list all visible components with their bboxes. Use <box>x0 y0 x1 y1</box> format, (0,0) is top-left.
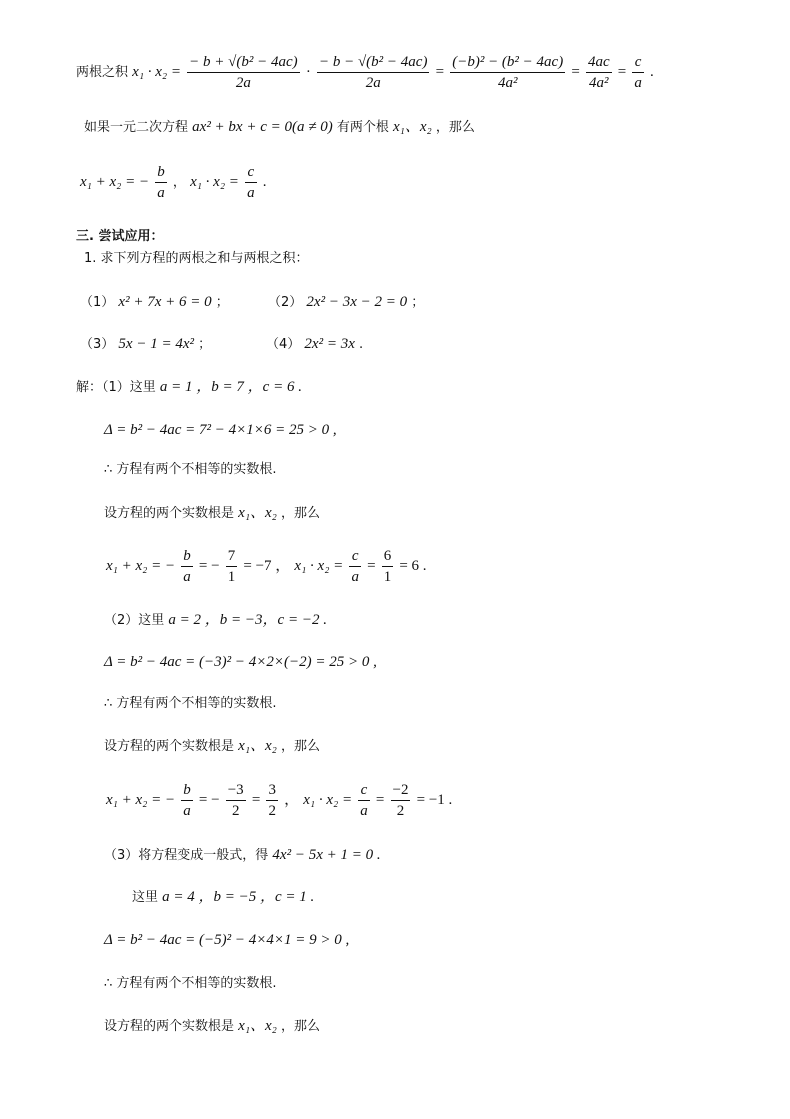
roots-symbols: x₁、x₂ <box>238 505 277 521</box>
sum-lhs: x₁ + x₂ = − <box>106 558 176 574</box>
product-mid: = <box>375 792 385 808</box>
vieta-end: . <box>262 174 267 190</box>
solution-1-vieta <box>106 546 427 587</box>
sum-mid-2: = <box>251 792 261 808</box>
product-end: = 6 . <box>399 558 427 574</box>
vieta-intro-roots: x₁、x₂ <box>393 119 432 135</box>
product-fraction-5 <box>632 52 644 93</box>
vieta-product-fraction <box>245 162 257 203</box>
fraction-denominator: 2 <box>268 803 276 819</box>
product-fraction-value <box>382 546 394 587</box>
product-fraction-2 <box>317 52 430 93</box>
solution-3-head <box>104 845 381 866</box>
solution-head-text: （3）将方程变成一般式，得 <box>104 848 269 863</box>
problem-equation: x² + 7x + 6 = 0 <box>118 294 212 310</box>
solution-1-roots <box>104 503 320 524</box>
vieta-intro-post: ，那么 <box>435 120 475 135</box>
product-end: . <box>650 64 654 80</box>
fraction-denominator: 2 <box>396 803 405 819</box>
problem-label: （1） <box>80 295 115 310</box>
roots-post: ，那么 <box>281 506 321 521</box>
solution-2-head <box>104 610 327 631</box>
solution-1-conclusion: ∴ 方程有两个不相等的实数根. <box>104 462 277 477</box>
solution-2-conclusion: ∴ 方程有两个不相等的实数根. <box>104 696 277 711</box>
solution-3-delta: Δ = b² − 4ac = (−5)² − 4×4×1 = 9 > 0 , <box>104 932 350 948</box>
vieta-intro-line <box>84 117 475 138</box>
fraction-denominator: 2 <box>231 803 240 819</box>
fraction-numerator: c <box>245 162 257 183</box>
fraction-denominator: 4a² <box>497 75 518 91</box>
fraction-denominator: a <box>247 185 255 201</box>
solution-3-roots <box>104 1016 320 1037</box>
fraction-numerator: − b + √(b² − 4ac) <box>187 52 300 73</box>
problem-4 <box>266 334 363 355</box>
vieta-product-lhs: x₁ · x₂ = <box>190 174 239 190</box>
problem-1 <box>80 292 229 313</box>
solution-head-text: （2）这里 <box>104 613 165 628</box>
product-fraction-3 <box>450 52 565 93</box>
sum-mid: = − <box>198 558 220 574</box>
fraction-numerator: 4ac <box>586 52 612 73</box>
product-lhs: x₁ · x₂ = <box>132 64 182 80</box>
vieta-intro-equation: ax² + bx + c = 0(a ≠ 0) <box>192 119 333 135</box>
fraction-numerator: b <box>155 162 167 183</box>
sum-fraction <box>181 780 193 821</box>
solution-2-delta: Δ = b² − 4ac = (−3)² − 4×2×(−2) = 25 > 0 , <box>104 654 377 670</box>
product-fraction-4 <box>586 52 612 93</box>
product-label: 两根之积 <box>76 65 129 80</box>
product-end: = −1 . <box>416 792 453 808</box>
solution-values: a = 2 ，b = −3，c = −2 . <box>168 612 327 628</box>
problem-end: ； <box>215 295 229 310</box>
solution-values: a = 1 ，b = 7 ，c = 6 . <box>159 379 302 395</box>
solution-1-head <box>76 377 302 398</box>
fraction-numerator: (−b)² − (b² − 4ac) <box>450 52 565 73</box>
vieta-sum-fraction <box>155 162 167 203</box>
product-lhs: x₁ · x₂ = <box>294 558 344 574</box>
fraction-numerator: −3 <box>226 780 246 801</box>
fraction-denominator: 2a <box>365 75 381 91</box>
vieta-intro-pre: 如果一元二次方程 <box>84 120 189 135</box>
product-dot: · <box>305 64 311 80</box>
sum-mid: = − <box>198 792 220 808</box>
sum-fraction-value <box>226 780 246 821</box>
section-heading: 三. 尝试应用： <box>76 229 164 244</box>
problem-3 <box>80 334 211 355</box>
product-fraction-value <box>391 780 411 821</box>
vieta-formula-line <box>80 162 266 203</box>
product-lhs: x₁ · x₂ = <box>303 792 353 808</box>
problem-equation: 2x² − 3x − 2 = 0 <box>306 294 408 310</box>
roots-text: 设方程的两个实数根是 <box>104 739 235 754</box>
sum-end: = −7 ， <box>243 558 291 574</box>
solution-1-delta: Δ = b² − 4ac = 7² − 4×1×6 = 25 > 0 , <box>104 422 337 438</box>
solution-2-vieta <box>106 780 452 821</box>
fraction-denominator: 1 <box>227 569 236 585</box>
roots-post: ，那么 <box>281 739 321 754</box>
sum-fraction-value <box>226 546 238 587</box>
vieta-sum-lhs: x₁ + x₂ = − <box>80 174 150 190</box>
product-fraction <box>358 780 370 821</box>
product-mid: = <box>367 558 376 574</box>
solution-2-roots <box>104 736 320 757</box>
solution-head-text: 解：（1）这里 <box>76 380 156 395</box>
problem-equation: 2x² = 3x <box>304 336 355 352</box>
fraction-numerator: b <box>181 780 193 801</box>
fraction-numerator: 3 <box>266 780 278 801</box>
vieta-intro-mid: 有两个根 <box>336 120 389 135</box>
fraction-numerator: − b − √(b² − 4ac) <box>317 52 430 73</box>
sum-fraction <box>181 546 193 587</box>
problem-end: ； <box>198 337 212 352</box>
fraction-denominator: a <box>351 569 359 585</box>
roots-text: 设方程的两个实数根是 <box>104 1019 235 1034</box>
fraction-numerator: c <box>358 780 370 801</box>
general-form: 4x² − 5x + 1 = 0 . <box>272 847 381 863</box>
fraction-numerator: −2 <box>391 780 411 801</box>
roots-text: 设方程的两个实数根是 <box>104 506 235 521</box>
sum-lhs: x₁ + x₂ = − <box>106 792 176 808</box>
fraction-denominator: 2a <box>235 75 251 91</box>
product-fraction-1 <box>187 52 300 93</box>
roots-symbols: x₁、x₂ <box>238 738 277 754</box>
problem-label: （2） <box>268 295 303 310</box>
vieta-separator: ， <box>172 175 186 190</box>
solution-values: a = 4 ，b = −5 ，c = 1 . <box>162 889 315 905</box>
solution-3-values <box>132 887 314 908</box>
fraction-numerator: c <box>349 546 361 567</box>
fraction-numerator: b <box>181 546 193 567</box>
fraction-denominator: a <box>183 569 191 585</box>
fraction-denominator: a <box>360 803 368 819</box>
product-fraction <box>349 546 361 587</box>
product-formula-line: 两根之积 x₁ · x₂ = $\frac{\text{− b + √(b² − 4ac)}}{2a}$ · $\frac{\text{− b − √(b² − 4ac)}}{2a}$ = $\frac{\text{(−b)² − (b² − 4ac)}}{\text{4a²}}$ = $\frac{4ac}{\text{4a²}}$ = $\frac{c}{a}$ . <box>76 54 654 91</box>
problem-label: （4） <box>266 337 301 352</box>
solution-3-conclusion: ∴ 方程有两个不相等的实数根. <box>104 976 277 991</box>
problem-label: （3） <box>80 337 115 352</box>
roots-post: ，那么 <box>281 1019 321 1034</box>
fraction-numerator: 7 <box>226 546 238 567</box>
fraction-numerator: 6 <box>382 546 394 567</box>
values-pre: 这里 <box>132 890 159 905</box>
fraction-denominator: a <box>183 803 191 819</box>
fraction-denominator: a <box>157 185 165 201</box>
fraction-denominator: 1 <box>383 569 392 585</box>
fraction-denominator: 4a² <box>589 75 609 91</box>
problem-end: ； <box>411 295 425 310</box>
fraction-numerator: c <box>632 52 644 73</box>
sum-end: ， <box>284 792 300 808</box>
problem-end: . <box>359 337 364 352</box>
fraction-denominator: a <box>634 75 642 91</box>
sum-fraction-result <box>266 780 278 821</box>
roots-symbols: x₁、x₂ <box>238 1018 277 1034</box>
question-1: 1. 求下列方程的两根之和与两根之积： <box>84 251 309 266</box>
problem-2 <box>268 292 424 313</box>
problem-equation: 5x − 1 = 4x² <box>118 336 194 352</box>
